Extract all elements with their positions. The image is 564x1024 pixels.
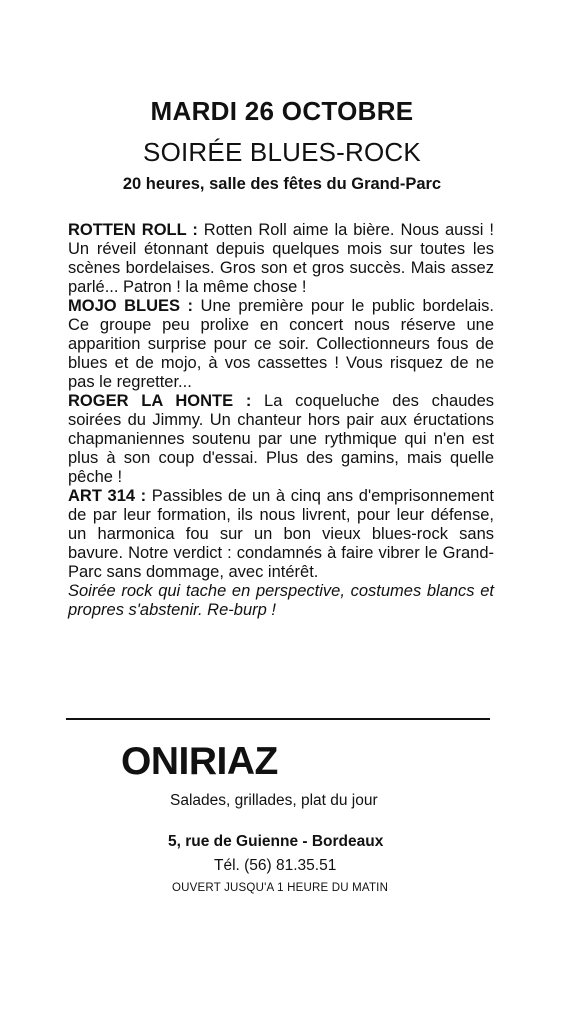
restaurant-hours: OUVERT JUSQU'A 1 HEURE DU MATIN [172, 882, 389, 894]
restaurant-name: ONIRIAZ [121, 740, 278, 783]
restaurant-phone: Tél. (56) 81.35.51 [214, 857, 337, 874]
event-title: SOIRÉE BLUES-ROCK [143, 137, 421, 167]
band-entry-art-314 [68, 487, 494, 582]
band-description: Rotten Roll aime la bière. Nous aussi ! Un réveil étonnant depuis quelques mois sur toutes les scènes bordelaises. Gros son et gros succès. Mais assez parlé... Patron ! la même chose ! [68, 221, 494, 296]
band-name: MOJO BLUES : [68, 297, 194, 315]
section-divider [66, 718, 490, 720]
band-entry-mojo-blues [68, 297, 494, 392]
restaurant-services: Salades, grillades, plat du jour [170, 792, 378, 809]
event-date: MARDI 26 OCTOBRE [150, 96, 414, 126]
closing-note: Soirée rock qui tache en perspective, costumes blancs et propres s'abstenir. Re-burp ! [68, 582, 494, 619]
restaurant-address: 5, rue de Guienne - Bordeaux [168, 833, 384, 850]
band-description: Passibles de un à cinq ans d'emprisonnement de par leur formation, ils nous livrent, pour leur défense, un harmonica fou sur un bon vieux blues-rock sans bavure. Notre verdict : condamnés à faire vibrer le Grand-Parc sans dommage, avec intérêt. [68, 487, 494, 581]
band-entry-rotten-roll [68, 221, 494, 297]
band-name: ROTTEN ROLL : [68, 221, 198, 239]
band-description: Une première pour le public bordelais. Ce groupe peu prolixe en concert nous réserve une apparition surprise pour ce soir. Collectionneurs fous de blues et de mojo, à vos cassettes ! Vous risquez de ne pas le regretter... [68, 297, 494, 391]
band-name: ART 314 : [68, 487, 147, 505]
band-entry-roger-la-honte [68, 392, 494, 487]
band-description: La coqueluche des chaudes soirées du Jimmy. Un chanteur hors pair aux éructations chapmaniennes soutenu par une rythmique qui n'en est plus à son coup d'essai. Plus des gamins, mais quelle pêche ! [68, 392, 494, 486]
band-name: ROGER LA HONTE : [68, 392, 252, 410]
event-time-venue: 20 heures, salle des fêtes du Grand-Parc [122, 175, 442, 193]
band-descriptions [68, 221, 494, 620]
